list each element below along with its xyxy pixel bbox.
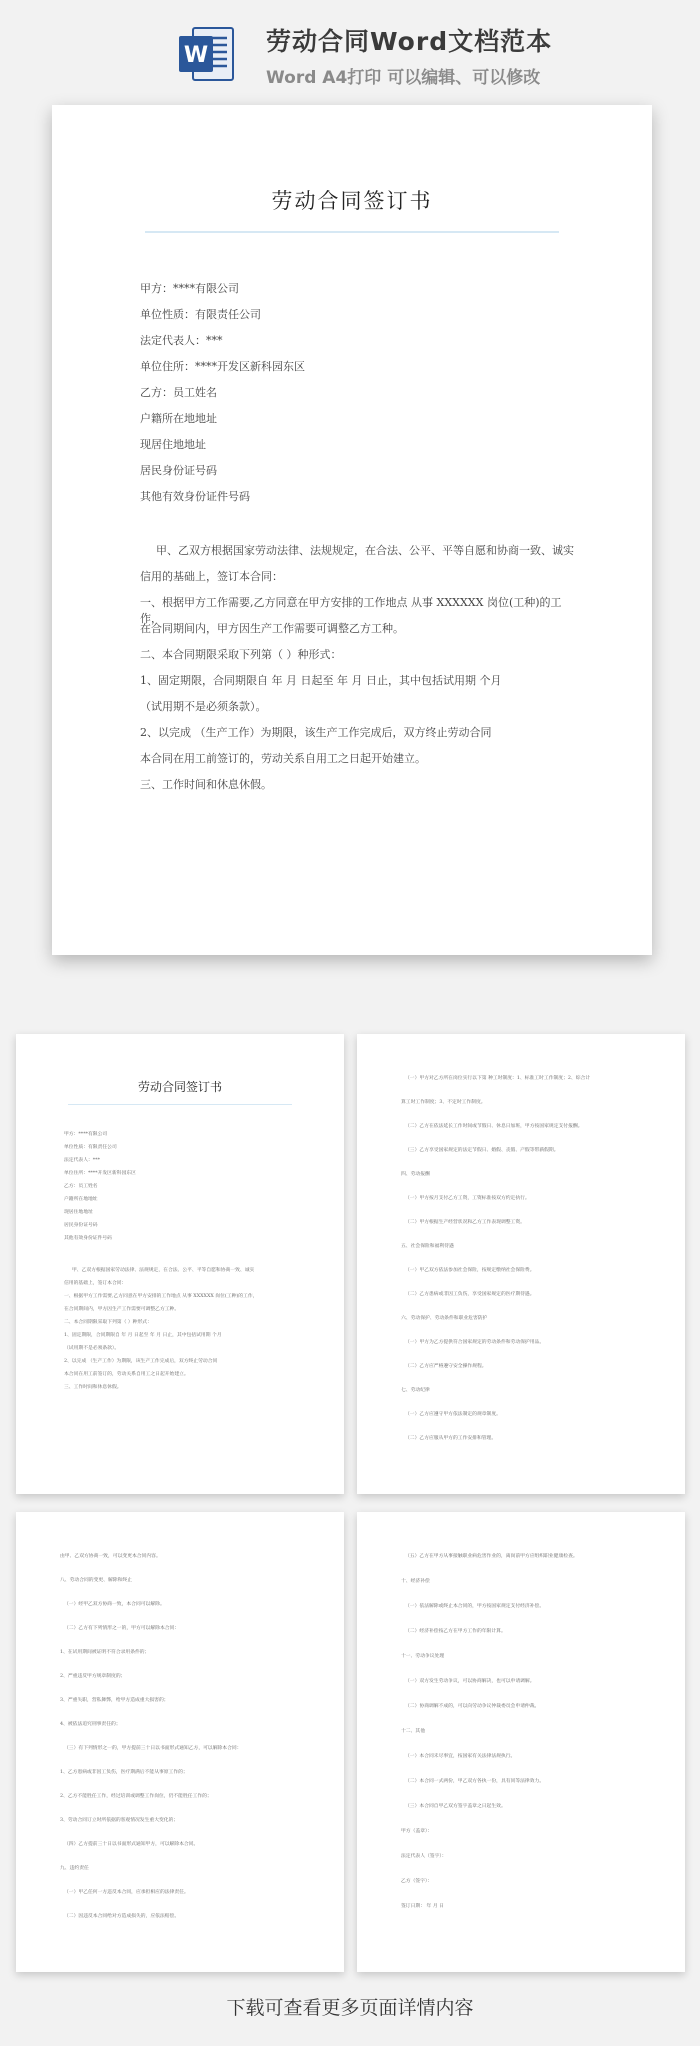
paragraph: 1、固定期限，合同期限自 年 月 日起至 年 月 日止，其中包括试用期 个月 xyxy=(140,674,502,687)
header-title: 劳动合同Word文档范本 xyxy=(266,27,553,56)
thumb-line: （二）乙方有下列情形之一的，甲方可以解除本合同： xyxy=(64,1626,180,1631)
thumb-line: 3、劳动合同订立时所依据的客观情况发生重大变化的； xyxy=(60,1818,179,1823)
thumb-line: 算工时工作制度；3、不定时工作制度。 xyxy=(401,1100,486,1105)
thumb-line: 由甲、乙双方协商一致，可以变更本合同内容。 xyxy=(60,1554,161,1559)
thumb-line: 现居住地地址 xyxy=(64,1210,93,1215)
thumb-line: 3、严重失职，营私舞弊，给甲方造成重大损害的； xyxy=(60,1698,169,1703)
field-party-a: 甲方：****有限公司 xyxy=(140,282,239,295)
thumb-line: 1、在试用期间被证明不符合录用条件的； xyxy=(60,1650,150,1655)
field-household: 户籍所在地地址 xyxy=(140,412,217,425)
thumb-line: （五）乙方在甲方从事接触职业病危害作业的，离岗前甲方应组织职业健康检查。 xyxy=(405,1554,578,1559)
thumb-line: 七、劳动纪律 xyxy=(401,1388,430,1393)
thumb-line: （三）本合同自甲乙双方签字盖章之日起生效。 xyxy=(405,1804,506,1809)
field-residence: 现居住地地址 xyxy=(140,438,206,451)
thumbnail-page-3[interactable] xyxy=(16,1512,344,1972)
paragraph: 甲、乙双方根据国家劳动法律、法规规定，在合法、公平、平等自愿和协商一致、诚实 xyxy=(156,544,574,557)
paragraph: 三、工作时间和休息休假。 xyxy=(140,778,272,791)
thumb-line: （二）乙方患病或非因工负伤，享受国家规定的医疗期待遇。 xyxy=(405,1292,535,1297)
paragraph: 一、根据甲方工作需要,乙方同意在甲方安排的工作地点 从事 XXXXXX 岗位(工种)的工作， xyxy=(140,596,562,625)
thumb-line: （三）有下列情形之一的，甲方提前三十日以书面形式通知乙方，可以解除本合同： xyxy=(64,1746,242,1751)
thumb-line: （一）甲乙双方依法参加社会保险，按规定缴纳社会保险费。 xyxy=(405,1268,535,1273)
thumb-line: 甲、乙双方根据国家劳动法律、法规规定，在合法、公平、平等自愿和协商一致、诚实 xyxy=(72,1268,255,1273)
thumb-line: 1、固定期限，合同期限自 年 月 日起至 年 月 日止，其中包括试用期 个月 xyxy=(64,1333,222,1338)
thumb-line: 甲方（盖章）： xyxy=(401,1829,433,1834)
field-unit-type: 单位性质：有限责任公司 xyxy=(140,308,261,321)
thumb-line: （一）甲方为乙方提供符合国家规定的劳动条件和劳动保护用品。 xyxy=(405,1340,545,1345)
thumb-line: 户籍所在地地址 xyxy=(64,1197,98,1202)
thumb-line: 2、乙方不能胜任工作，经过培训或调整工作岗位，仍不能胜任工作的； xyxy=(60,1794,212,1799)
thumb-line: （二）因违反本合同给对方造成损失的，应依法赔偿。 xyxy=(64,1914,180,1919)
thumb-line: 十二、其他 xyxy=(401,1729,425,1734)
thumb-line: 十一、劳动争议处理 xyxy=(401,1654,445,1659)
footer-more-pages-link[interactable]: 下载可查看更多页面详情内容 xyxy=(226,1997,474,2019)
thumb-line: （二）本合同一式两份，甲乙双方各执一份，具有同等法律效力。 xyxy=(405,1779,545,1784)
thumb-line: （四）乙方提前三十日以书面形式通知甲方，可以解除本合同。 xyxy=(64,1842,199,1847)
thumb-line: （二）甲方根据生产经营状况和乙方工作表现调整工资。 xyxy=(405,1220,525,1225)
thumb-line: （一）乙方应遵守甲方依法制定的规章制度。 xyxy=(405,1412,501,1417)
thumb-line: 三、工作时间和休息休假。 xyxy=(64,1385,122,1390)
thumb-line: 在合同期间内，甲方因生产工作需要可调整乙方工种。 xyxy=(64,1307,180,1312)
word-icon-letter: W xyxy=(183,43,209,68)
thumb-line: 乙方（签字）： xyxy=(401,1879,433,1884)
thumb-line: 签订日期： 年 月 日 xyxy=(401,1904,444,1909)
thumb-line: 六、劳动保护、劳动条件和职业危害防护 xyxy=(401,1316,488,1321)
thumb-line: （一）本合同未尽事宜，按国家有关法律法规执行。 xyxy=(405,1754,516,1759)
thumb-line: 四、劳动报酬 xyxy=(401,1172,430,1177)
thumb-line: 2、以完成 （生产工作）为期限，该生产工作完成后，双方终止劳动合同 xyxy=(64,1359,218,1364)
header xyxy=(0,0,700,100)
thumb-line: 居民身份证号码 xyxy=(64,1223,98,1228)
paragraph: 二、本合同期限采取下列第（ ）种形式： xyxy=(140,648,342,661)
thumb-line: 二、本合同期限采取下列第（ ）种形式： xyxy=(64,1320,152,1325)
thumb-line: （二）乙方应严格遵守安全操作规程。 xyxy=(405,1364,487,1369)
thumbnail-title: 劳动合同签订书 xyxy=(137,1080,222,1094)
thumb-line: （二）乙方应服从甲方的工作安排和管理。 xyxy=(405,1436,497,1441)
thumb-line: 单位性质：有限责任公司 xyxy=(64,1145,117,1150)
thumb-line: 单位住所：****开发区新科园东区 xyxy=(64,1171,136,1176)
thumb-line: （一）甲方按月支付乙方工资，工资标准按双方约定执行。 xyxy=(405,1196,530,1201)
title-divider xyxy=(145,231,559,233)
document-page-preview xyxy=(52,105,652,955)
thumb-line: （试用期不是必须条款）。 xyxy=(64,1346,120,1351)
word-icon xyxy=(175,22,239,86)
thumb-line: 一、根据甲方工作需要,乙方同意在甲方安排的工作地点 从事 XXXXXX 岗位(工种)的工作， xyxy=(64,1294,258,1299)
thumb-line: （二）协商调解不成的，可以向劳动争议仲裁委员会申请仲裁。 xyxy=(405,1704,540,1709)
thumb-line: 八、劳动合同的变更、解除和终止 xyxy=(60,1578,132,1583)
thumb-line: （一）甲方对乙方所在岗位实行以下第 种工时制度：1、标准工时工作制度；2、综合计 xyxy=(405,1076,591,1081)
thumb-line: （三）乙方享受国家规定的法定节假日、婚假、丧假、产假等带薪假期。 xyxy=(405,1148,559,1153)
field-address: 单位住所：****开发区新科园东区 xyxy=(140,360,305,373)
thumb-line: 其他有效身份证件号码 xyxy=(64,1236,112,1241)
field-party-b: 乙方：员工姓名 xyxy=(140,386,217,399)
paragraph: 信用的基础上，签订本合同： xyxy=(140,570,283,583)
thumb-line: 信用的基础上，签订本合同： xyxy=(64,1281,127,1286)
thumb-line: （二）乙方在依法延长工作时间或节假日、休息日加班，甲方按国家规定支付报酬。 xyxy=(405,1124,583,1129)
thumbnail-divider xyxy=(68,1104,292,1105)
thumb-line: 九、违约责任 xyxy=(60,1866,89,1871)
paragraph: 本合同在用工前签订的，劳动关系自用工之日起开始建立。 xyxy=(140,752,426,765)
thumb-line: （一）双方发生劳动争议，可以协商解决，也可以申请调解。 xyxy=(405,1679,535,1684)
field-legal-rep: 法定代表人：*** xyxy=(140,334,223,347)
thumb-line: 本合同在用工前签订的，劳动关系自用工之日起开始建立。 xyxy=(64,1372,189,1377)
thumb-line: 法定代表人（签字）： xyxy=(401,1854,447,1859)
thumb-line: 1、乙方患病或非因工负伤，医疗期满后不能从事原工作的； xyxy=(60,1770,188,1775)
thumb-line: （一）经甲乙双方协商一致，本合同可以解除。 xyxy=(64,1602,165,1607)
field-other-id: 其他有效身份证件号码 xyxy=(140,490,250,503)
thumb-line: 甲方：****有限公司 xyxy=(64,1132,108,1137)
field-id-number: 居民身份证号码 xyxy=(140,464,217,477)
document-title: 劳动合同签订书 xyxy=(271,189,433,213)
thumb-line: 2、严重违反甲方规章制度的； xyxy=(60,1674,126,1679)
paragraph: （试用期不是必须条款）。 xyxy=(140,700,267,713)
thumbnail-page-4[interactable] xyxy=(357,1512,685,1972)
thumbnail-page-1[interactable] xyxy=(16,1034,344,1494)
paragraph: 2、以完成 （生产工作）为期限，该生产工作完成后，双方终止劳动合同 xyxy=(140,726,492,739)
thumb-line: 五、社会保险和福利待遇 xyxy=(401,1244,454,1249)
thumbnail-page-2[interactable] xyxy=(357,1034,685,1494)
paragraph: 在合同期间内，甲方因生产工作需要可调整乙方工种。 xyxy=(140,622,404,635)
thumb-line: （一）依法解除或终止本合同的，甲方按国家规定支付经济补偿。 xyxy=(405,1604,545,1609)
thumb-line: （二）经济补偿按乙方在甲方工作的年限计算。 xyxy=(405,1629,506,1634)
thumb-line: 乙方：员工姓名 xyxy=(64,1184,98,1189)
thumb-line: 十、经济补偿 xyxy=(401,1579,430,1584)
thumb-line: 法定代表人：*** xyxy=(64,1158,100,1163)
thumb-line: （一）甲乙任何一方违反本合同，应承担相应的法律责任。 xyxy=(64,1890,189,1895)
thumb-line: 4、被依法追究刑事责任的； xyxy=(60,1722,121,1727)
header-subtitle: Word A4打印 可以编辑、可以修改 xyxy=(266,68,541,88)
